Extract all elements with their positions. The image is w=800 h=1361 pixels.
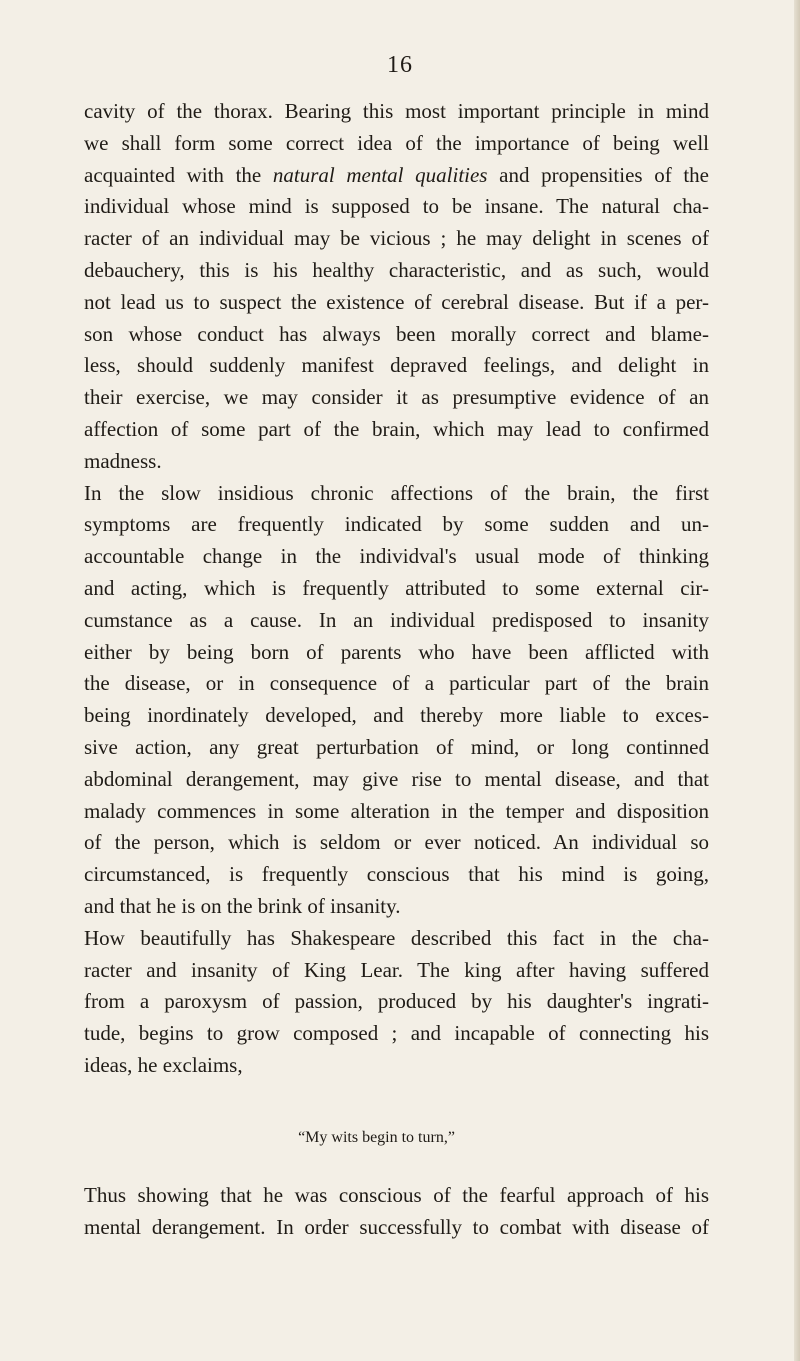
text-line: and that he is on the brink of insanity.	[84, 893, 401, 918]
text-line: accountable change in the individval's usual mode of thinking	[84, 544, 709, 569]
text-line: cumstance as a cause. In an individual predisposed to insanity	[84, 607, 709, 632]
block-quote: “My wits begin to turn,”	[298, 1128, 455, 1146]
text-line: tude, begins to grow composed ; and incapable of connecting his	[84, 1021, 709, 1046]
text-line: abdominal derangement, may give rise to mental disease, and that	[84, 766, 709, 791]
text-line: debauchery, this is his healthy characteristic, and as such, would	[84, 257, 709, 282]
text-line: racter of an individual may be vicious ; he may delight in scenes of	[84, 226, 709, 251]
text-segment: acquainted with the	[84, 162, 273, 187]
text-line: cavity of the thorax. Bearing this most important principle in mind	[84, 99, 709, 123]
text-line: from a paroxysm of passion, produced by his daughter's ingrati-	[84, 989, 709, 1014]
text-line: their exercise, we may consider it as presumptive evidence of an	[84, 385, 709, 410]
text-line: less, should suddenly manifest depraved feelings, and delight in	[84, 353, 709, 378]
body-text	[84, 96, 709, 1243]
text-line: madness.	[84, 448, 162, 473]
text-line: of the person, which is seldom or ever noticed. An individual so	[84, 830, 709, 855]
text-line: ideas, he exclaims,	[84, 1052, 243, 1077]
text-line: not lead us to suspect the existence of cerebral disease. But if a per-	[84, 289, 709, 314]
text-line: malady commences in some alteration in the temper and disposition	[84, 798, 709, 823]
page-number: 16	[387, 52, 413, 78]
text-line: Thus showing that he was conscious of the fearful approach of his	[84, 1182, 709, 1207]
text-line: being inordinately developed, and thereby more liable to exces-	[84, 703, 709, 728]
text-line: son whose conduct has always been morally correct and blame-	[84, 321, 709, 346]
text-line: mental derangement. In order successfully to combat with disease of	[84, 1214, 709, 1239]
spacer	[84, 1082, 709, 1122]
italic-phrase: natural mental qualities	[272, 162, 488, 187]
text-line: individual whose mind is supposed to be insane. The natural cha-	[84, 194, 709, 219]
text-line: either by being born of parents who have been afflicted with	[84, 639, 709, 664]
text-line: we shall form some correct idea of the importance of being well	[84, 130, 709, 155]
text-line: affection of some part of the brain, which may lead to confirmed	[84, 416, 709, 441]
text-line-with-italic	[84, 160, 709, 192]
text-segment: and propensities of the	[487, 162, 709, 187]
spacer	[84, 1162, 709, 1180]
text-line: sive action, any great perturbation of mind, or long continned	[84, 734, 709, 759]
text-line: In the slow insidious chronic affections of the brain, the first	[84, 480, 709, 505]
text-line: racter and insanity of King Lear. The king after having suffered	[84, 957, 709, 982]
text-line: circumstanced, is frequently conscious that his mind is going,	[84, 862, 709, 887]
text-line: How beautifully has Shakespeare described this fact in the cha-	[84, 925, 709, 950]
text-line: and acting, which is frequently attributed to some external cir-	[84, 575, 709, 600]
page-edge	[794, 0, 800, 1361]
text-line: the disease, or in consequence of a particular part of the brain	[84, 671, 709, 696]
text-line: symptoms are frequently indicated by some sudden and un-	[84, 512, 709, 537]
